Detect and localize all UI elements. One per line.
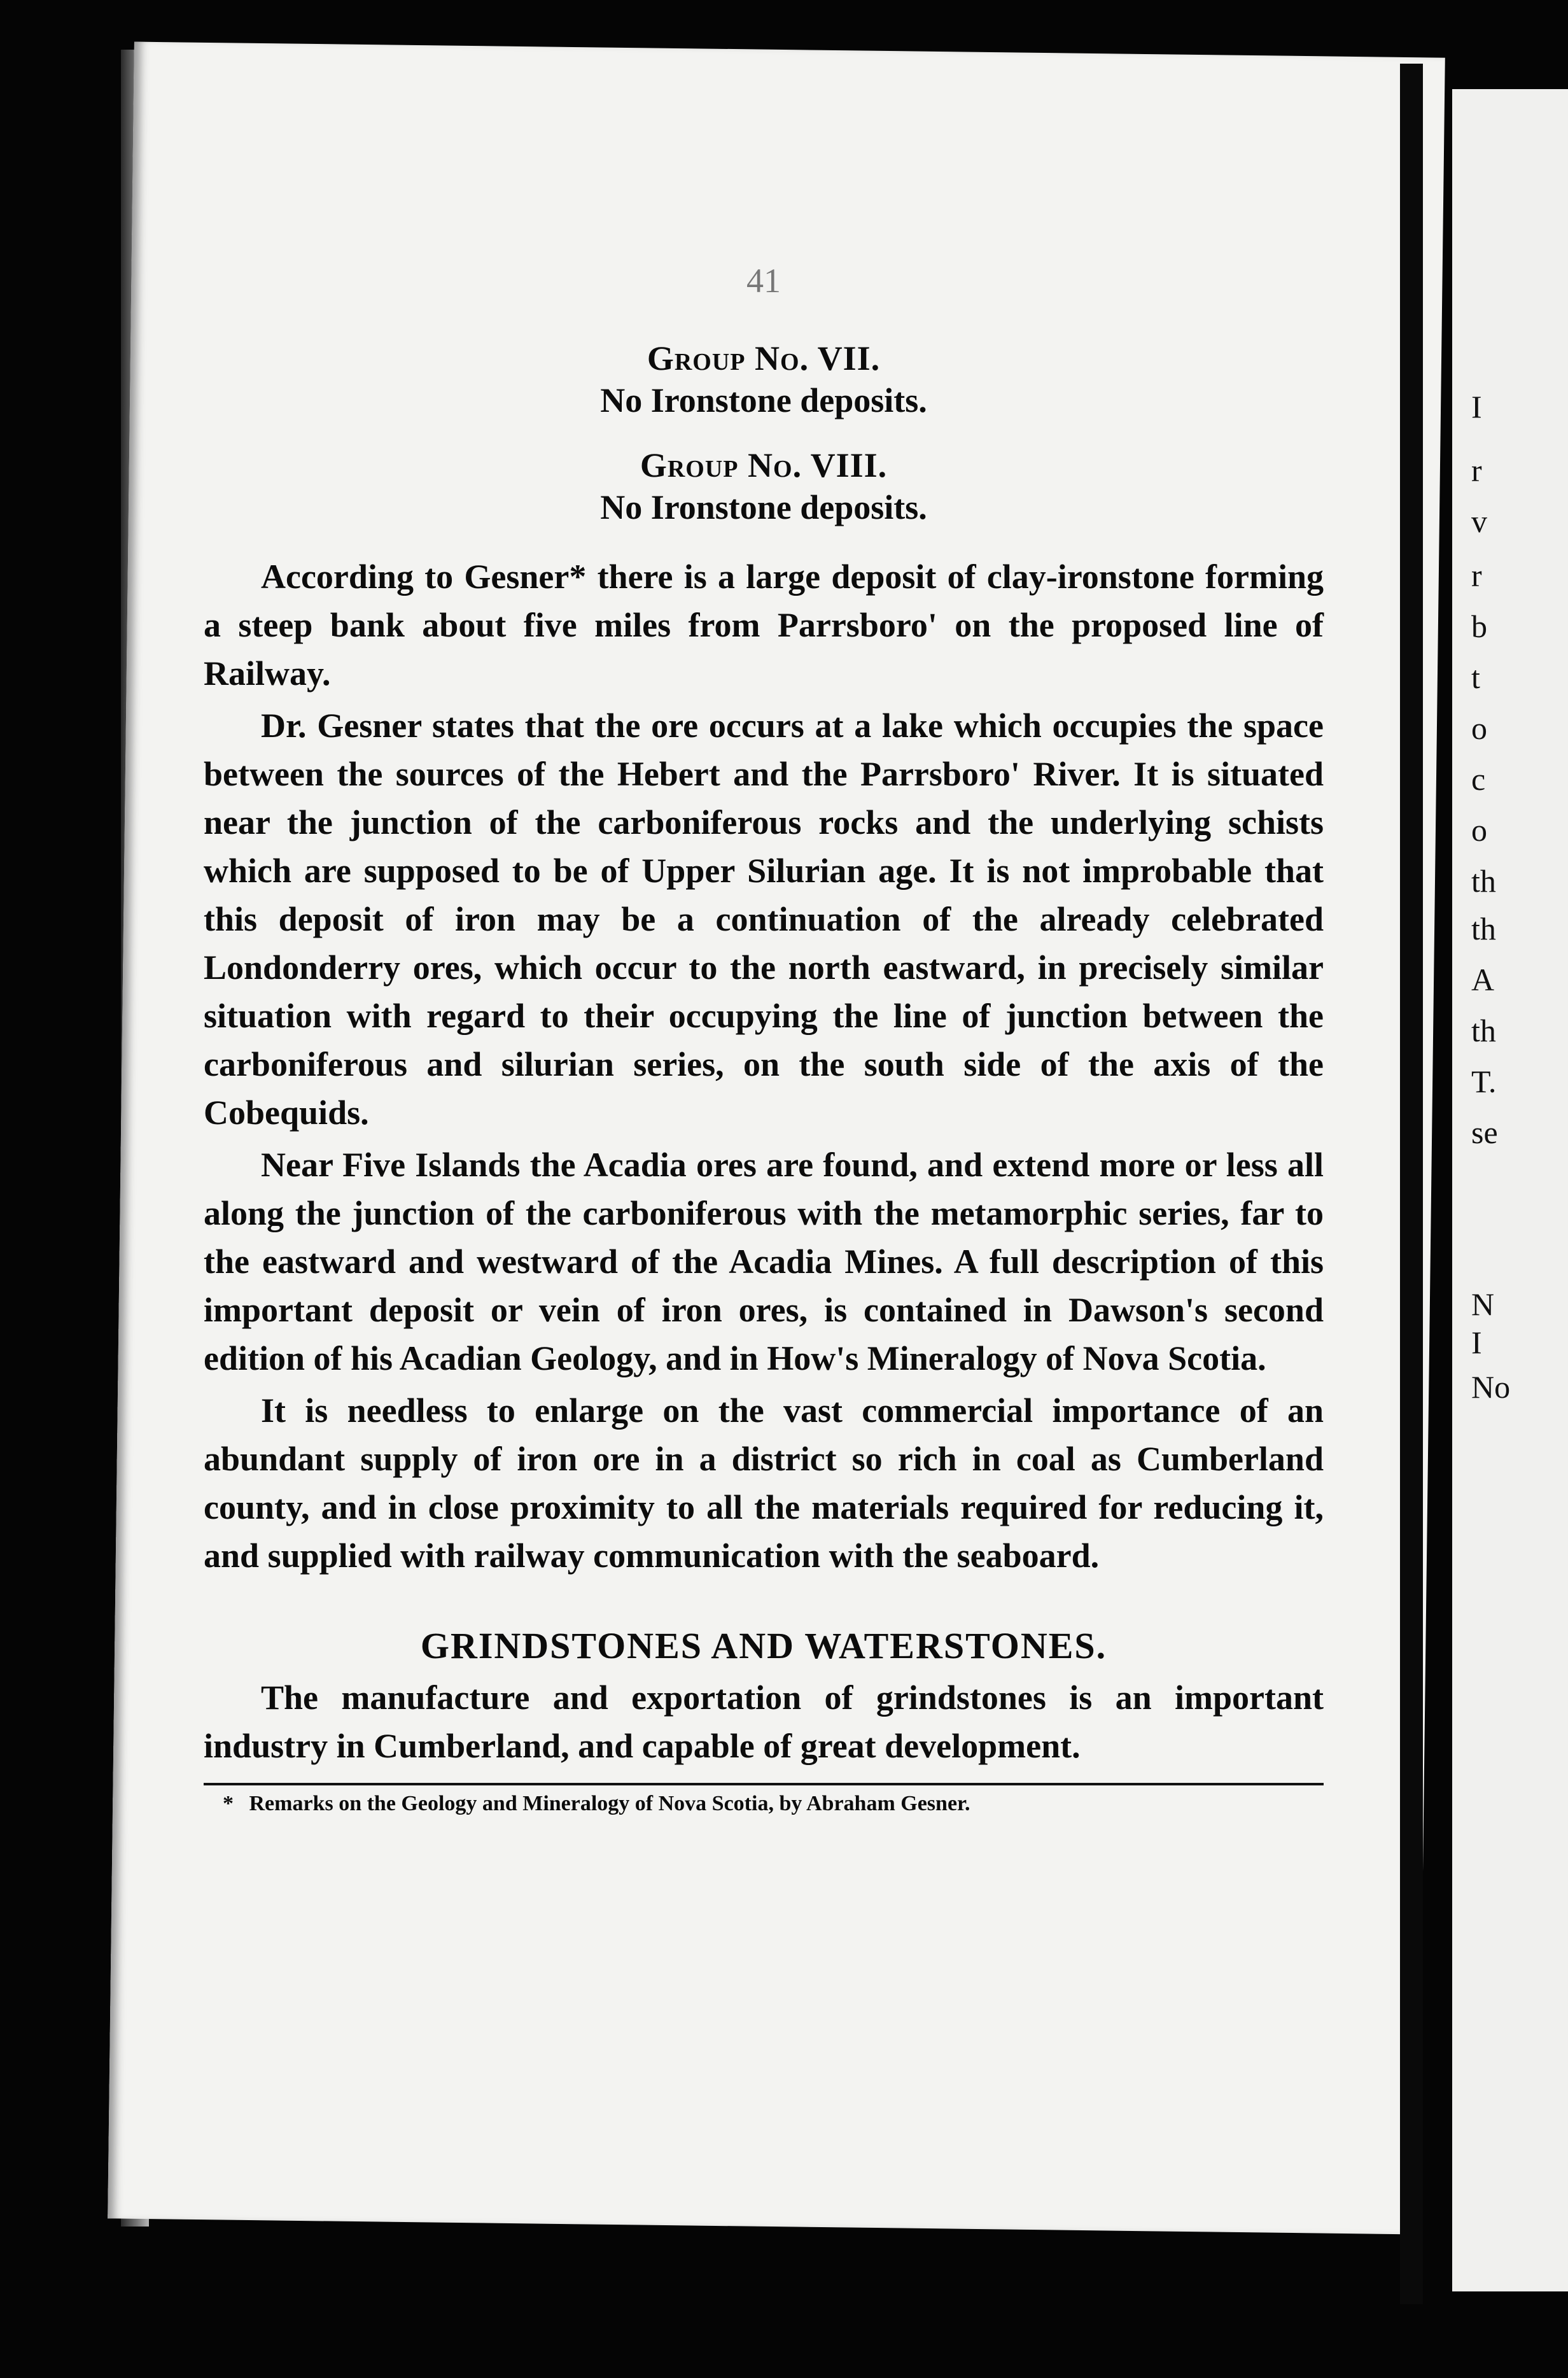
- book-spine: [1400, 64, 1423, 2304]
- facing-page-fragment: b: [1471, 609, 1487, 644]
- body-paragraph: Dr. Gesner states that the ore occurs at a lake which occupies the space between the sources of the Hebert and the Parrsboro' River. It is situated near the junction of the carboniferous rocks and the underlying schists which are supposed to be of Upper Silurian age. It is not improbable that this deposit of iron may be a continuation of the already celebrated Londonderry ores, which occur to the north eastward, in precisely similar situation with regard to their occupying the line of junction between the carboniferous and silurian series, on the south side of the axis of the Cobequids.: [204, 707, 1324, 1132]
- group-heading: Group No. VII.: [647, 339, 881, 377]
- facing-page-fragment: A: [1471, 962, 1495, 997]
- body-paragraph: According to Gesner* there is a large deposit of clay-ironstone forming a steep bank about five miles from Parrsboro' on the proposed line of Railway.: [204, 558, 1324, 693]
- footnote: [204, 1792, 1324, 1816]
- group-subtitle: No Ironstone deposits.: [600, 488, 927, 526]
- body-paragraph: It is needless to enlarge on the vast commercial importance of an abundant supply of iron ore in a district so rich in coal as Cumberland county, and in close proximity to all the materials required for reducing it, and supplied with railway communication with the seaboard.: [204, 1391, 1324, 1575]
- facing-page-fragment: r: [1471, 558, 1482, 593]
- facing-page-fragment: th: [1471, 911, 1496, 946]
- facing-page-fragment: r: [1471, 453, 1482, 488]
- group-heading: Group No. VIII.: [640, 446, 888, 484]
- facing-page-fragment: se: [1471, 1115, 1498, 1150]
- page-content: [204, 261, 1324, 1816]
- facing-page-fragment: I: [1471, 389, 1482, 425]
- facing-page-fragment: v: [1471, 503, 1487, 539]
- facing-page-fragment: N: [1471, 1286, 1495, 1322]
- facing-page-fragment: c: [1471, 761, 1486, 797]
- facing-page-fragment: t: [1471, 659, 1480, 695]
- facing-page-edge: [1452, 89, 1568, 2291]
- body-paragraph: Near Five Islands the Acadia ores are found, and extend more or less all along the junction of the carboniferous with the metamorphic series, far to the eastward and westward of the Acadia Mines. A full description of this important deposit or vein of iron ores, is contained in Dawson's second edition of his Acadian Geology, and in How's Mineralogy of Nova Scotia.: [204, 1146, 1324, 1377]
- facing-page-fragment: o: [1471, 812, 1487, 848]
- footnote-text: Remarks on the Geology and Mineralogy of Nova Scotia, by Abraham Gesner.: [249, 1792, 970, 1815]
- facing-page-fragment: I: [1471, 1325, 1482, 1360]
- body-paragraph: The manufacture and exportation of grindstones is an important industry in Cumberland, and capable of great development.: [204, 1678, 1324, 1765]
- section-heading: GRINDSTONES AND WATERSTONES.: [420, 1625, 1107, 1666]
- page-number: 41: [746, 262, 781, 300]
- facing-page-fragment: th: [1471, 1013, 1496, 1048]
- facing-page-fragment: th: [1471, 863, 1496, 899]
- facing-page-fragment: T.: [1471, 1064, 1497, 1099]
- group-subtitle: No Ironstone deposits.: [600, 381, 927, 419]
- footnote-divider: [204, 1783, 1324, 1785]
- footnote-mark: *: [223, 1792, 234, 1815]
- facing-page-fragment: No: [1471, 1369, 1511, 1405]
- facing-page-fragment: o: [1471, 710, 1487, 746]
